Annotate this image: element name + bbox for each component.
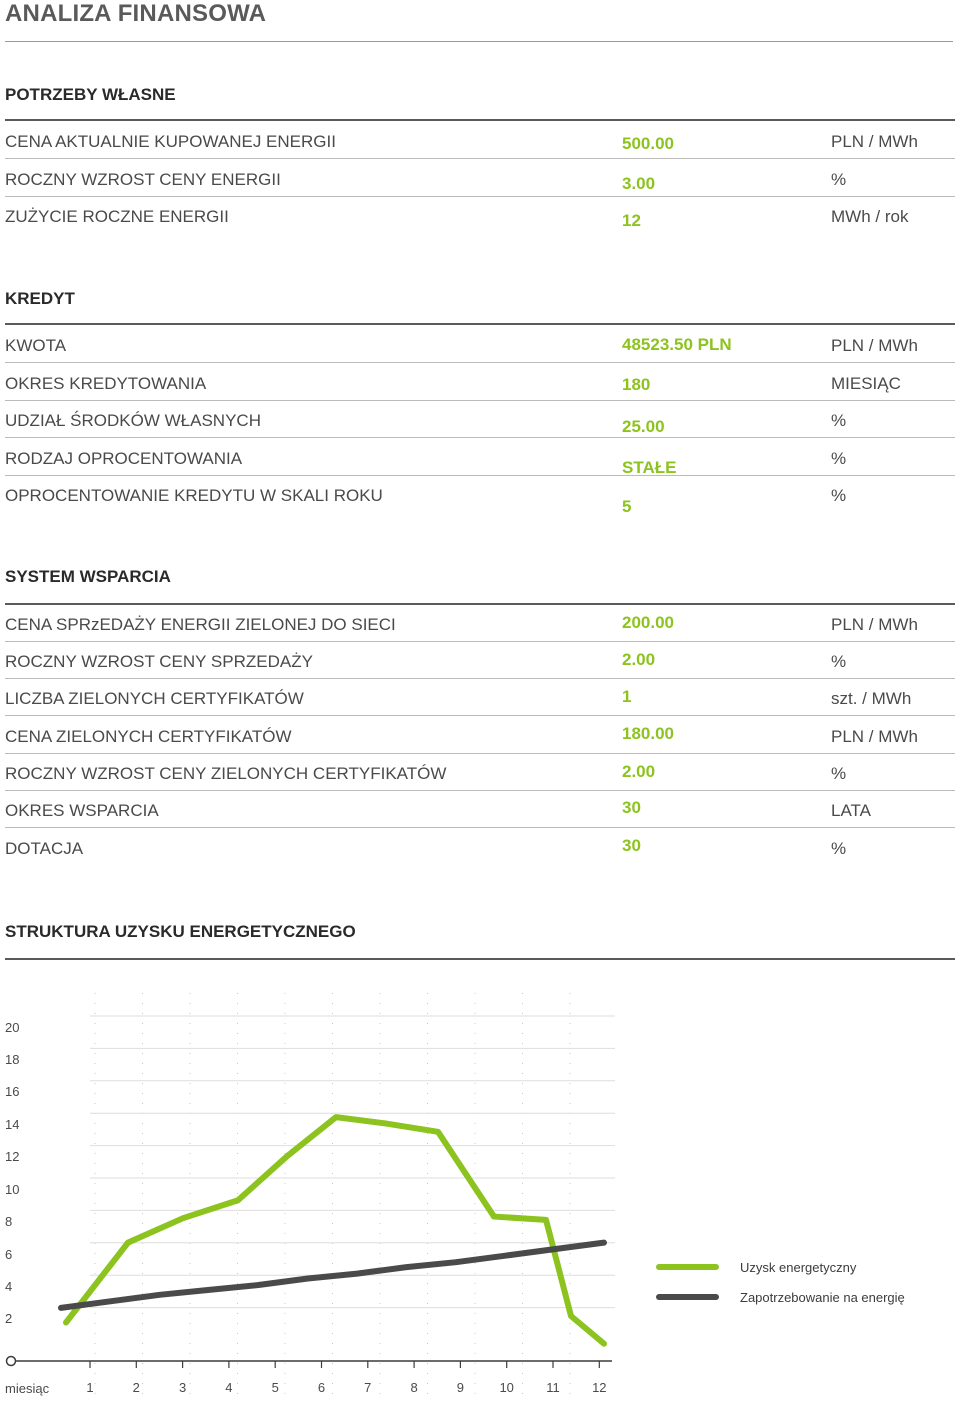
row-divider [5,790,955,791]
row-label: UDZIAŁ ŚRODKÓW WŁASNYCH [5,411,261,430]
y-tick-label: 14 [5,1117,20,1132]
x-tick-label: 6 [317,1380,326,1395]
row-value: 1 [622,687,632,706]
row-value: 500.00 [622,134,674,153]
energy-chart [0,971,960,1411]
row-value: 2.00 [622,650,656,669]
x-tick-label: 5 [271,1380,279,1395]
x-tick-label: 12 [592,1380,607,1395]
legend-label: Uzysk energetyczny [740,1260,857,1275]
row-value: 48523.50 PLN [622,335,732,354]
section-divider [5,119,955,121]
legend-label: Zapotrzebowanie na energię [740,1290,905,1305]
row-divider [5,437,955,438]
row-label: ROCZNY WZROST CENY ZIELONYCH CERTYFIKATÓW [5,764,447,783]
row-value: 180 [622,375,651,394]
row-divider [5,827,955,828]
series-line-uzysk [66,1117,604,1344]
row-unit: PLN / MWh [831,132,918,151]
chart-section-heading: STRUKTURA UZYSKU ENERGETYCZNEGO [5,922,356,941]
row-label: ZUŻYCIE ROCZNE ENERGII [5,207,229,226]
row-label: DOTACJA [5,839,84,858]
y-tick-label: 4 [5,1279,13,1294]
row-divider [5,753,955,754]
row-unit: % [831,449,847,468]
row-divider [5,641,955,642]
row-divider [5,158,955,159]
row-divider [5,678,955,679]
x-tick-label: 10 [499,1380,514,1395]
row-value: 30 [622,798,641,817]
row-unit: % [831,411,847,430]
x-tick-label: 7 [364,1380,372,1395]
y-tick-label: 20 [5,1020,20,1035]
x-tick-label: 2 [132,1380,140,1395]
row-divider [5,400,955,401]
row-unit: PLN / MWh [831,727,918,746]
row-label: CENA SPRzEDAŻY ENERGII ZIELONEJ DO SIECI [5,615,396,634]
row-divider [5,196,955,197]
row-label: CENA ZIELONYCH CERTYFIKATÓW [5,727,292,746]
row-unit: MWh / rok [831,207,909,226]
row-value: STAŁE [622,458,677,477]
row-unit: % [831,839,847,858]
x-tick-label: 4 [225,1380,233,1395]
x-tick-label: 11 [546,1380,560,1395]
row-unit: LATA [831,801,871,820]
y-tick-label: 16 [5,1084,20,1099]
y-tick-label: 2 [5,1311,13,1326]
page-title: ANALIZA FINANSOWA [5,0,267,27]
x-tick-label: 1 [86,1380,94,1395]
row-unit: % [831,764,847,783]
row-unit: % [831,170,847,189]
y-tick-label: 18 [5,1052,20,1067]
row-unit: szt. / MWh [831,689,912,708]
x-axis-origin-marker [7,1357,16,1366]
row-unit: PLN / MWh [831,615,918,634]
row-label: LICZBA ZIELONYCH CERTYFIKATÓW [5,689,304,708]
x-axis-title: miesiąc [5,1381,50,1396]
row-divider [5,362,955,363]
row-value: 2.00 [622,762,656,781]
row-unit: % [831,652,847,671]
section-divider [5,603,955,605]
row-unit: MIESIĄC [831,374,901,393]
row-unit: PLN / MWh [831,336,918,355]
row-label: KWOTA [5,336,67,355]
row-value: 3.00 [622,174,656,193]
y-tick-label: 10 [5,1182,20,1197]
row-value: 180.00 [622,724,674,743]
row-value: 5 [622,497,632,516]
chart-section-divider [5,958,955,960]
row-label: ROCZNY WZROST CENY SPRZEDAŻY [5,652,313,671]
row-divider [5,715,955,716]
x-tick-label: 3 [178,1380,187,1395]
row-divider [5,475,955,476]
row-unit: % [831,486,847,505]
section-heading: KREDYT [5,289,75,308]
row-value: 12 [622,211,641,230]
x-tick-label: 8 [410,1380,418,1395]
row-label: OKRES KREDYTOWANIA [5,374,207,393]
section-heading: POTRZEBY WŁASNE [5,85,176,104]
section-divider [5,323,955,325]
row-label: OKRES WSPARCIA [5,801,159,820]
y-tick-label: 6 [5,1247,13,1262]
section-heading: SYSTEM WSPARCIA [5,567,171,586]
x-tick-label: 9 [456,1380,465,1395]
row-value: 25.00 [622,417,665,436]
y-tick-label: 12 [5,1149,20,1164]
row-label: OPROCENTOWANIE KREDYTU W SKALI ROKU [5,486,383,505]
row-label: CENA AKTUALNIE KUPOWANEJ ENERGII [5,132,336,151]
row-label: RODZAJ OPROCENTOWANIA [5,449,243,468]
row-value: 30 [622,836,641,855]
row-value: 200.00 [622,613,674,632]
row-label: ROCZNY WZROST CENY ENERGII [5,170,281,189]
y-tick-label: 8 [5,1214,13,1229]
title-divider [5,41,953,42]
